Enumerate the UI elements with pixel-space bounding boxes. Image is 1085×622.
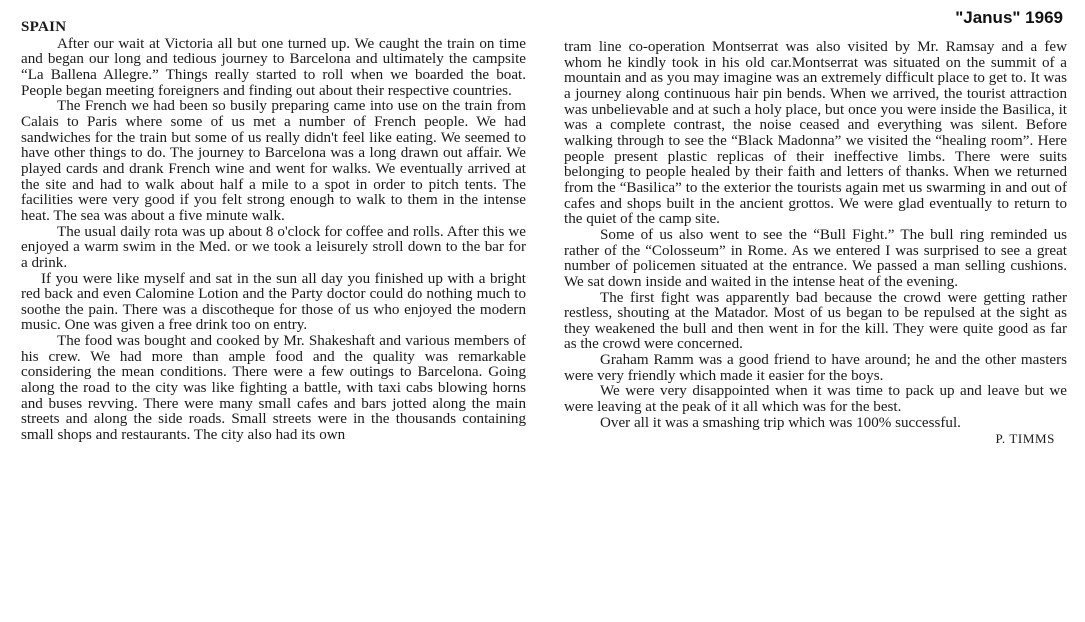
article-paragraph: The first fight was apparently bad because the crowd were getting rather restless, shouting at the Matador. Most of us began to be repulsed at the sight as they weakened the bull and then went in for the kill. They were quite good as far as the crowd were concerned. — [564, 289, 1067, 353]
article-paragraph: tram line co-operation Montserrat was also visited by Mr. Ramsay and a few whom he kindly took in his old car.Montserrat was situated on the summit of a mountain and as you may imagine was an extremely difficult place to get to. It was a journey along continuous hair pin bends. When we arrived, the tourist attraction was unbelievable and at such a holy place, but once you were inside the Basilica, it was a complete contrast, the noise ceased and everything was silent. Before walking through to see the “Black Madonna” we visited the “healing room”. Here people present plastic replicas of their ineffective limbs. There were suits belonging to people healed by their faith and letters of thanks. When we returned from the “Basilica” to the exterior the tourists again met us swarming in and out of cafes and shops built in the ancient grottos. We were glad eventually to return to the quiet of the camp site. — [564, 39, 1067, 228]
publication-title: "Janus" 1969 — [955, 8, 1063, 27]
article-paragraph: If you were like myself and sat in the sun all day you finished up with a bright red back and even Calomine Lotion and the Party doctor could do nothing much to soothe the pain. There was a discotheque for those of us who enjoyed the modern music. One was given a free drink too on entry. — [21, 270, 526, 334]
article-column-right — [564, 40, 1067, 447]
article-paragraph: Graham Ramm was a good friend to have around; he and the other masters were very friendly which made it easier for the boys. — [564, 352, 1067, 384]
article-paragraph: The food was bought and cooked by Mr. Shakeshaft and various members of his crew. We had more than ample food and the quality was remarkable considering the mean conditions. There were a few outings to Barcelona. Going along the road to the city was like fighting a battle, with taxi cabs blowing horns and buses revving. There were many small cafes and bars jotted along the main streets and along the side roads. Small streets were in the thousands containing small shops and restaurants. The city also had its own — [21, 333, 526, 444]
article-paragraph: Some of us also went to see the “Bull Fight.” The bull ring reminded us rather of the “Colosseum” in Rome. As we entered I was surprised to see a great number of policemen situated at the entrance. We passed a man selling cushions. We sat down inside and waited in the intense heat of the evening. — [564, 226, 1067, 290]
article-column-left — [21, 20, 526, 444]
article-paragraph: Over all it was a smashing trip which was 100% successful. — [600, 414, 961, 431]
article-paragraph: The usual daily rota was up about 8 o'clock for coffee and rolls. After this we enjoyed a warm swim in the Med. or we took a leisurely stroll down to the bar for a drink. — [21, 223, 526, 271]
article-paragraph: The French we had been so busily preparing came into use on the train from Calais to Paris where some of us met a number of French people. We had sandwiches for the train but some of us really didn't feel like eating. We seemed to have other things to do. The journey to Barcelona was a long drawn out affair. We played cards and drank French wine and went for walks. We eventually arrived at the site and had to walk about half a mile to a spot in order to pitch tents. The facilities were very good if you felt strong enough to walk to them in the intense heat. The sea was about a five minute walk. — [21, 98, 526, 224]
article-heading: SPAIN — [21, 19, 67, 35]
author-signature: P. TIMMS — [995, 431, 1055, 447]
article-paragraph: After our wait at Victoria all but one turned up. We caught the train on time and began our long and tedious journey to Barcelona and ultimately the campsite “La Ballena Allegre.” Things really started to roll when we boarded the boat. People began meeting foreigners and finding out about their respective countries. — [21, 35, 526, 99]
article-paragraph: We were very disappointed when it was time to pack up and leave but we were leaving at the peak of it all which was for the best. — [564, 383, 1067, 416]
